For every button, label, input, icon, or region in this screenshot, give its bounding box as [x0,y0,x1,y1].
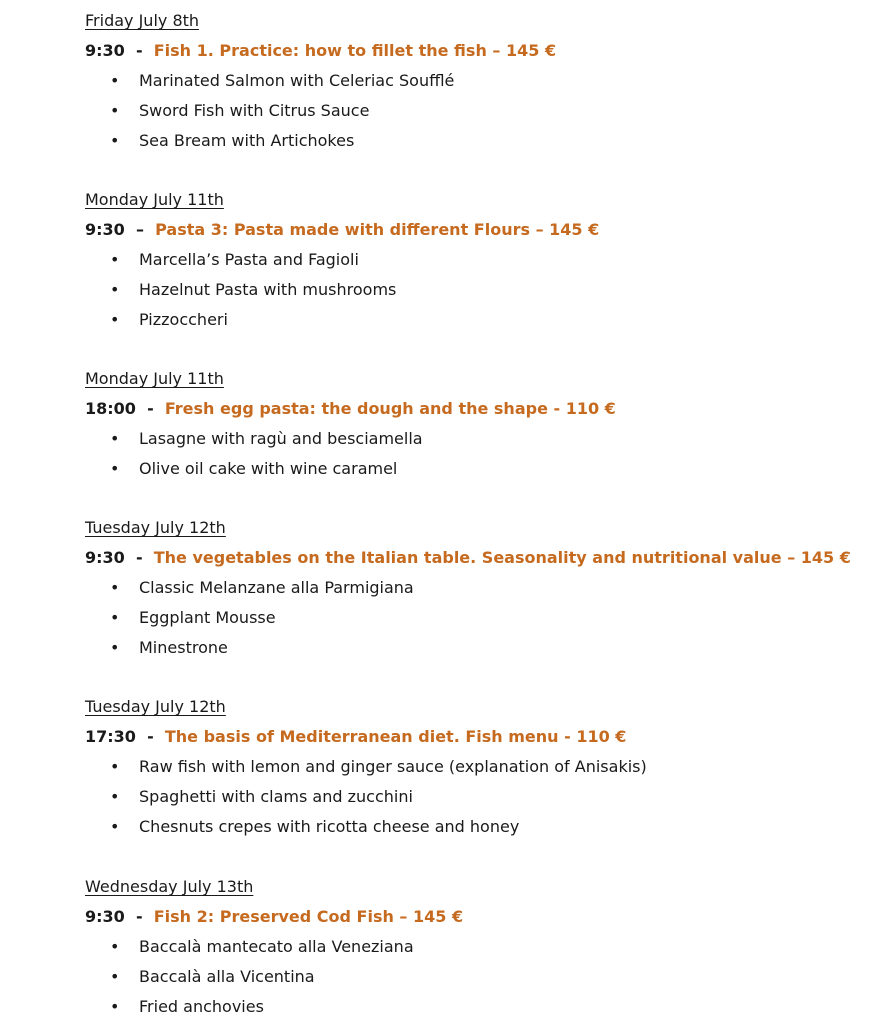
event-date: Wednesday July 13th [85,877,254,896]
list-item [0,757,893,779]
event-time: 17:30 [85,727,136,746]
list-item [0,578,893,600]
dish-name: Minestrone [139,638,228,657]
event-time: 9:30 [85,41,125,60]
event-time: 9:30 [85,548,125,567]
bullet-icon: • [110,71,120,90]
dish-name: Spaghetti with clams and zucchini [139,787,413,806]
bullet-icon: • [110,429,120,448]
dish-name: Marinated Salmon with Celeriac Soufflé [139,71,455,90]
list-item [0,638,893,660]
event-headline [85,41,556,61]
event-time: 9:30 [85,220,125,239]
event-date: Friday July 8th [85,11,200,30]
bullet-icon: • [110,757,120,776]
dish-name: Fried anchovies [139,997,264,1016]
dish-name: Marcella’s Pasta and Fagioli [139,250,359,269]
dish-name: Baccalà alla Vicentina [139,967,315,986]
event-date: Tuesday July 12th [85,518,226,537]
event-separator: - [130,548,149,567]
dish-name: Olive oil cake with wine caramel [139,459,398,478]
event-time: 18:00 [85,399,136,418]
bullet-icon: • [110,937,120,956]
event-separator: - [130,41,149,60]
course-title: Fish 2: Preserved Cod Fish – 145 € [153,907,464,926]
course-title: The basis of Mediterranean diet. Fish menu - 110 € [164,727,627,746]
bullet-icon: • [110,787,120,806]
bullet-icon: • [110,967,120,986]
list-item [0,459,893,481]
event-date: Monday July 11th [85,369,224,388]
list-item [0,310,893,332]
event-headline [85,220,599,240]
bullet-icon: • [110,608,120,627]
dish-name: Pizzoccheri [139,310,228,329]
event-separator: - [130,907,149,926]
bullet-icon: • [110,578,120,597]
list-item [0,429,893,451]
bullet-icon: • [110,638,120,657]
bullet-icon: • [110,459,120,478]
list-item [0,71,893,93]
list-item [0,101,893,123]
bullet-icon: • [110,131,120,150]
dish-name: Sword Fish with Citrus Sauce [139,101,370,120]
bullet-icon: • [110,101,120,120]
dish-name: Eggplant Mousse [139,608,276,627]
bullet-icon: • [110,280,120,299]
list-item [0,280,893,302]
dish-name: Lasagne with ragù and besciamella [139,429,423,448]
course-title: Fresh egg pasta: the dough and the shape - 110 € [164,399,616,418]
bullet-icon: • [110,817,120,836]
dish-name: Hazelnut Pasta with mushrooms [139,280,397,299]
event-separator: - [141,399,160,418]
list-item [0,937,893,959]
course-title: Fish 1. Practice: how to fillet the fish – 145 € [153,41,557,60]
dish-name: Classic Melanzane alla Parmigiana [139,578,414,597]
course-title: Pasta 3: Pasta made with different Flours – 145 € [155,220,600,239]
event-headline [85,907,463,927]
bullet-icon: • [110,250,120,269]
event-separator: - [141,727,160,746]
dish-name: Chesnuts crepes with ricotta cheese and honey [139,817,520,836]
event-date: Monday July 11th [85,190,224,209]
event-headline [85,548,851,568]
bullet-icon: • [110,310,120,329]
list-item [0,787,893,809]
event-headline [85,727,626,747]
event-time: 9:30 [85,907,125,926]
list-item [0,997,893,1019]
dish-name: Baccalà mantecato alla Veneziana [139,937,414,956]
list-item [0,608,893,630]
bullet-icon: • [110,997,120,1016]
list-item [0,817,893,839]
event-separator: – [130,220,150,239]
list-item [0,131,893,153]
course-title: The vegetables on the Italian table. Seasonality and nutritional value – 145 € [153,548,851,567]
list-item [0,250,893,272]
event-headline [85,399,616,419]
list-item [0,967,893,989]
event-date: Tuesday July 12th [85,697,226,716]
dish-name: Raw fish with lemon and ginger sauce (explanation of Anisakis) [139,757,647,776]
dish-name: Sea Bream with Artichokes [139,131,355,150]
